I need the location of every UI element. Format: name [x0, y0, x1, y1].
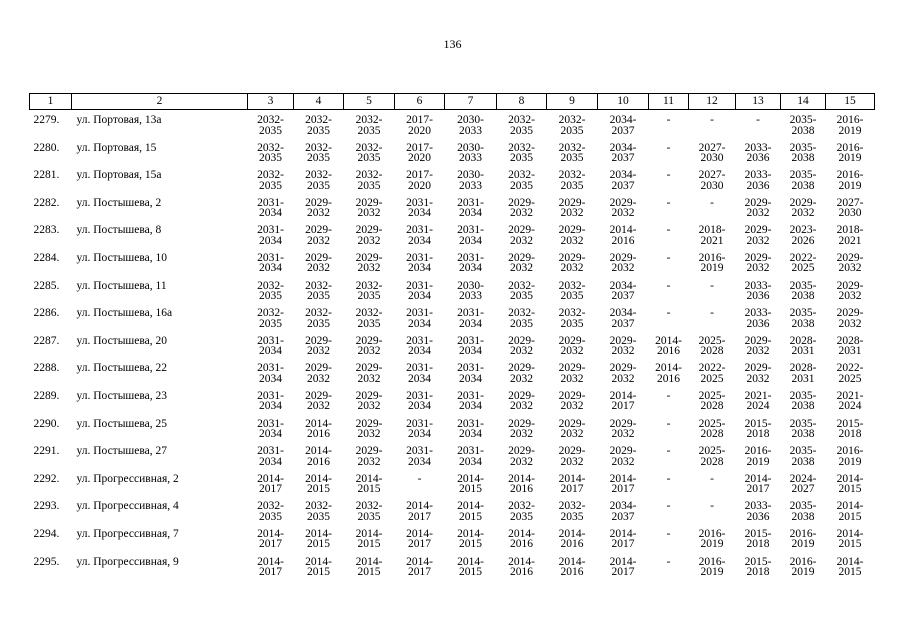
- year-range-cell: 2014- 2015: [457, 555, 484, 578]
- year-range-cell: 2032- 2035: [257, 279, 284, 303]
- year-range-cell: 2035- 2038: [789, 307, 817, 330]
- year-range-cell: 2014- 2016: [305, 417, 332, 441]
- row-number: 2288.: [33, 362, 60, 375]
- year-range-cell: -: [666, 224, 671, 237]
- column-header-1: 1: [30, 94, 72, 110]
- row-number: 2285.: [33, 279, 60, 292]
- year-range-cell: 2031- 2034: [257, 389, 284, 413]
- year-range-cell: 2023- 2026: [789, 224, 817, 247]
- table-row: [30, 281, 875, 309]
- year-range-cell: 2029- 2032: [744, 334, 772, 358]
- year-range-cell: 2029- 2032: [508, 417, 535, 441]
- year-range-cell: 2029- 2032: [355, 362, 383, 385]
- year-range-cell: 2029- 2032: [609, 196, 637, 220]
- year-range-cell: 2032- 2035: [305, 169, 332, 192]
- year-range-cell: 2032- 2035: [355, 500, 383, 523]
- year-range-cell: 2035- 2038: [789, 169, 817, 192]
- year-range-cell: 2034- 2037: [609, 114, 637, 137]
- year-range-cell: 2016- 2019: [836, 141, 864, 165]
- year-range-cell: 2033- 2036: [744, 279, 772, 303]
- year-range-cell: 2035- 2038: [789, 114, 817, 137]
- row-address: ул. Прогрессивная, 9: [76, 555, 179, 568]
- year-range-cell: 2033- 2036: [744, 141, 772, 165]
- year-range-cell: 2032- 2035: [355, 279, 383, 303]
- year-range-cell: 2031- 2034: [457, 334, 484, 358]
- year-range-cell: 2029- 2032: [355, 445, 383, 468]
- year-range-cell: 2029- 2032: [789, 196, 817, 220]
- year-range-cell: 2029- 2032: [609, 251, 637, 275]
- year-range-cell: 2031- 2034: [457, 196, 484, 220]
- year-range-cell: 2029- 2032: [508, 362, 535, 385]
- year-range-cell: 2025- 2028: [698, 334, 726, 358]
- year-range-cell: -: [417, 472, 422, 485]
- year-range-cell: 2031- 2034: [406, 307, 433, 330]
- year-range-cell: 2031- 2034: [457, 362, 484, 385]
- year-range-cell: 2032- 2035: [305, 114, 332, 137]
- year-range-cell: 2029- 2032: [508, 445, 535, 468]
- year-range-cell: 2029- 2032: [744, 362, 772, 385]
- year-range-cell: 2031- 2034: [257, 362, 284, 385]
- year-range-cell: 2029- 2032: [508, 389, 535, 413]
- year-range-cell: 2034- 2037: [609, 279, 637, 303]
- year-range-cell: 2029- 2032: [558, 389, 586, 413]
- year-range-cell: 2021- 2024: [744, 389, 772, 413]
- year-range-cell: 2029- 2032: [609, 417, 637, 441]
- row-number: 2283.: [33, 224, 60, 237]
- year-range-cell: 2022- 2025: [836, 362, 864, 385]
- year-range-cell: 2014- 2016: [609, 224, 637, 247]
- year-range-cell: 2034- 2037: [609, 500, 637, 523]
- column-header-7: 7: [445, 94, 497, 110]
- year-range-cell: 2029- 2032: [305, 196, 332, 220]
- year-range-cell: 2034- 2037: [609, 307, 637, 330]
- year-range-cell: 2032- 2035: [558, 169, 586, 192]
- year-range-cell: 2029- 2032: [305, 362, 332, 385]
- year-range-cell: -: [666, 472, 671, 485]
- year-range-cell: -: [666, 527, 671, 540]
- year-range-cell: 2032- 2035: [558, 307, 586, 330]
- year-range-cell: 2029- 2032: [355, 251, 383, 275]
- row-number: 2292.: [33, 472, 60, 485]
- year-range-cell: 2031- 2034: [406, 445, 433, 468]
- year-range-cell: 2014- 2017: [558, 472, 586, 496]
- year-range-cell: 2031- 2034: [457, 417, 484, 441]
- row-number: 2280.: [33, 141, 60, 154]
- table-row: [30, 143, 875, 171]
- year-range-cell: 2031- 2034: [406, 224, 433, 247]
- table-row: [30, 391, 875, 419]
- year-range-cell: 2014- 2015: [355, 555, 383, 578]
- year-range-cell: -: [710, 500, 714, 513]
- year-range-cell: 2014- 2015: [457, 500, 484, 523]
- year-range-cell: -: [710, 279, 714, 292]
- row-address: ул. Постышева, 10: [76, 251, 168, 264]
- row-address: ул. Прогрессивная, 4: [76, 500, 179, 513]
- year-range-cell: 2016- 2019: [836, 445, 864, 468]
- year-range-cell: 2027- 2030: [836, 196, 864, 220]
- year-range-cell: 2032- 2035: [508, 279, 535, 303]
- year-range-cell: 2016- 2019: [698, 527, 726, 551]
- year-range-cell: 2031- 2034: [457, 224, 484, 247]
- row-address: ул. Постышева, 22: [76, 362, 168, 375]
- table-row: [30, 474, 875, 502]
- year-range-cell: 2032- 2035: [558, 114, 586, 137]
- row-number: 2281.: [33, 169, 60, 182]
- year-range-cell: 2015- 2018: [744, 555, 772, 578]
- column-header-2: 2: [72, 94, 248, 110]
- year-range-cell: 2025- 2028: [698, 389, 726, 413]
- year-range-cell: 2014- 2015: [305, 527, 332, 551]
- year-range-cell: 2014- 2015: [355, 472, 383, 496]
- year-range-cell: 2014- 2015: [836, 555, 864, 578]
- year-range-cell: 2035- 2038: [789, 141, 817, 165]
- year-range-cell: -: [666, 445, 671, 458]
- row-number: 2282.: [33, 196, 60, 209]
- table-header-row: [30, 94, 875, 110]
- year-range-cell: 2029- 2032: [609, 445, 637, 468]
- year-range-cell: 2031- 2034: [406, 362, 433, 385]
- year-range-cell: -: [666, 307, 671, 320]
- year-range-cell: 2016- 2019: [789, 527, 817, 551]
- column-header-12: 12: [689, 94, 736, 110]
- year-range-cell: 2014- 2016: [655, 334, 682, 358]
- row-address: ул. Постышева, 23: [76, 389, 168, 402]
- year-range-cell: 2016- 2019: [836, 114, 864, 137]
- year-range-cell: 2028- 2031: [789, 362, 817, 385]
- table-row: [30, 110, 875, 143]
- column-header-11: 11: [649, 94, 689, 110]
- table-row: [30, 198, 875, 226]
- year-range-cell: 2014- 2015: [305, 472, 332, 496]
- year-range-cell: 2029- 2032: [744, 251, 772, 275]
- year-range-cell: 2034- 2037: [609, 169, 637, 192]
- year-range-cell: 2016- 2019: [698, 555, 726, 578]
- year-range-cell: 2014- 2016: [508, 472, 535, 496]
- year-range-cell: 2014- 2017: [406, 500, 433, 523]
- year-range-cell: 2032- 2035: [508, 114, 535, 137]
- year-range-cell: 2014- 2015: [836, 527, 864, 551]
- year-range-cell: 2030- 2033: [457, 169, 484, 192]
- year-range-cell: 2033- 2036: [744, 500, 772, 523]
- column-header-5: 5: [344, 94, 395, 110]
- year-range-cell: 2035- 2038: [789, 445, 817, 468]
- row-address: ул. Постышева, 27: [76, 445, 168, 458]
- year-range-cell: 2022- 2025: [789, 251, 817, 275]
- year-range-cell: 2032- 2035: [305, 307, 332, 330]
- year-range-cell: 2032- 2035: [508, 141, 535, 165]
- year-range-cell: 2032- 2035: [508, 500, 535, 523]
- column-header-3: 3: [248, 94, 294, 110]
- table-row: [30, 336, 875, 364]
- year-range-cell: 2030- 2033: [457, 279, 484, 303]
- year-range-cell: 2032- 2035: [257, 500, 284, 523]
- year-range-cell: 2035- 2038: [789, 500, 817, 523]
- year-range-cell: 2016- 2019: [836, 169, 864, 192]
- year-range-cell: 2029- 2032: [355, 334, 383, 358]
- table-body: [30, 110, 875, 585]
- year-range-cell: -: [710, 196, 714, 209]
- year-range-cell: 2031- 2034: [406, 196, 433, 220]
- year-range-cell: 2025- 2028: [698, 417, 726, 441]
- year-range-cell: 2032- 2035: [355, 307, 383, 330]
- year-range-cell: 2031- 2034: [257, 334, 284, 358]
- row-number: 2291.: [33, 445, 60, 458]
- year-range-cell: 2032- 2035: [508, 307, 535, 330]
- column-header-9: 9: [547, 94, 598, 110]
- year-range-cell: 2016- 2019: [744, 445, 772, 468]
- year-range-cell: 2014- 2016: [558, 555, 586, 578]
- column-header-4: 4: [294, 94, 344, 110]
- year-range-cell: -: [666, 114, 671, 126]
- year-range-cell: 2032- 2035: [305, 141, 332, 165]
- year-range-cell: 2029- 2032: [355, 224, 383, 247]
- year-range-cell: 2014- 2016: [508, 527, 535, 551]
- year-range-cell: 2029- 2032: [508, 196, 535, 220]
- year-range-cell: 2016- 2019: [698, 251, 726, 275]
- column-header-8: 8: [497, 94, 547, 110]
- year-range-cell: 2022- 2025: [698, 362, 726, 385]
- year-range-cell: 2029- 2032: [558, 251, 586, 275]
- year-range-cell: -: [666, 196, 671, 209]
- year-range-cell: 2031- 2034: [257, 445, 284, 468]
- year-range-cell: 2014- 2015: [355, 527, 383, 551]
- year-range-cell: 2014- 2015: [457, 527, 484, 551]
- year-range-cell: 2031- 2034: [406, 389, 433, 413]
- year-range-cell: 2029- 2032: [508, 334, 535, 358]
- table-row: [30, 446, 875, 474]
- year-range-cell: 2029- 2032: [508, 251, 535, 275]
- row-number: 2284.: [33, 251, 60, 264]
- year-range-cell: -: [710, 114, 714, 126]
- year-range-cell: 2029- 2032: [305, 224, 332, 247]
- year-range-cell: 2018- 2021: [836, 224, 864, 247]
- column-header-10: 10: [598, 94, 649, 110]
- year-range-cell: 2029- 2032: [836, 307, 864, 330]
- year-range-cell: 2031- 2034: [406, 334, 433, 358]
- year-range-cell: 2027- 2030: [698, 141, 726, 165]
- year-range-cell: 2031- 2034: [406, 417, 433, 441]
- year-range-cell: 2017- 2020: [406, 114, 433, 137]
- year-range-cell: 2032- 2035: [558, 500, 586, 523]
- year-range-cell: 2029- 2032: [558, 196, 586, 220]
- table-row: [30, 557, 875, 585]
- table-row: [30, 419, 875, 447]
- year-range-cell: 2031- 2034: [457, 389, 484, 413]
- year-range-cell: 2029- 2032: [836, 251, 864, 275]
- year-range-cell: 2035- 2038: [789, 389, 817, 413]
- row-address: ул. Постышева, 11: [76, 279, 167, 292]
- year-range-cell: 2014- 2017: [609, 527, 637, 551]
- year-range-cell: 2015- 2018: [744, 527, 772, 551]
- row-address: ул. Постышева, 25: [76, 417, 168, 430]
- year-range-cell: 2014- 2015: [305, 555, 332, 578]
- year-range-cell: 2029- 2032: [355, 417, 383, 441]
- year-range-cell: -: [666, 555, 671, 568]
- year-range-cell: 2017- 2020: [406, 169, 433, 192]
- year-range-cell: 2014- 2017: [609, 389, 637, 413]
- year-range-cell: 2014- 2015: [836, 500, 864, 523]
- year-range-cell: 2031- 2034: [257, 196, 284, 220]
- column-header-15: 15: [826, 94, 875, 110]
- year-range-cell: 2015- 2018: [744, 417, 772, 441]
- row-address: ул. Постышева, 2: [76, 196, 162, 209]
- row-number: 2290.: [33, 417, 60, 430]
- year-range-cell: 2025- 2028: [698, 445, 726, 468]
- year-range-cell: 2029- 2032: [836, 279, 864, 303]
- year-range-cell: -: [666, 169, 671, 182]
- year-range-cell: 2029- 2032: [305, 251, 332, 275]
- row-address: ул. Постышева, 16а: [76, 307, 173, 320]
- year-range-cell: 2014- 2017: [257, 555, 284, 578]
- row-address: ул. Портовая, 13а: [76, 114, 162, 126]
- year-range-cell: -: [710, 472, 714, 485]
- year-range-cell: 2029- 2032: [558, 417, 586, 441]
- year-range-cell: -: [666, 389, 671, 402]
- page-number: 136: [443, 37, 462, 51]
- year-range-cell: 2032- 2035: [355, 114, 383, 137]
- year-range-cell: 2014- 2017: [609, 555, 637, 578]
- year-range-cell: 2015- 2018: [836, 417, 864, 441]
- row-address: ул. Постышева, 8: [76, 224, 162, 237]
- year-range-cell: 2032- 2035: [257, 169, 284, 192]
- year-range-cell: 2032- 2035: [508, 169, 535, 192]
- year-range-cell: 2032- 2035: [355, 169, 383, 192]
- row-number: 2289.: [33, 389, 60, 402]
- year-range-cell: 2018- 2021: [698, 224, 726, 247]
- year-range-cell: 2027- 2030: [698, 169, 726, 192]
- year-range-cell: 2031- 2034: [457, 251, 484, 275]
- row-address: ул. Прогрессивная, 2: [76, 472, 179, 485]
- year-range-cell: 2017- 2020: [406, 141, 433, 165]
- row-address: ул. Постышева, 20: [76, 334, 168, 347]
- row-number: 2294.: [33, 527, 60, 540]
- year-range-cell: 2029- 2032: [609, 362, 637, 385]
- year-range-cell: 2032- 2035: [257, 114, 284, 137]
- row-number: 2286.: [33, 307, 60, 320]
- column-header-13: 13: [736, 94, 781, 110]
- year-range-cell: -: [710, 307, 714, 320]
- year-range-cell: 2029- 2032: [508, 224, 535, 247]
- year-range-cell: 2029- 2032: [744, 196, 772, 220]
- row-number: 2295.: [33, 555, 60, 568]
- table-row: [30, 170, 875, 198]
- year-range-cell: 2031- 2034: [406, 279, 433, 303]
- year-range-cell: 2032- 2035: [355, 141, 383, 165]
- year-range-cell: 2028- 2031: [836, 334, 864, 358]
- year-range-cell: 2032- 2035: [558, 279, 586, 303]
- year-range-cell: 2035- 2038: [789, 417, 817, 441]
- year-range-cell: 2031- 2034: [457, 445, 484, 468]
- table-row: [30, 501, 875, 529]
- year-range-cell: 2014- 2016: [655, 362, 682, 385]
- table-row: [30, 363, 875, 391]
- row-address: ул. Портовая, 15: [76, 141, 157, 154]
- year-range-cell: 2030- 2033: [457, 141, 484, 165]
- year-range-cell: 2014- 2017: [406, 527, 433, 551]
- schedule-table: [29, 93, 875, 584]
- table-row: [30, 308, 875, 336]
- year-range-cell: 2030- 2033: [457, 114, 484, 137]
- year-range-cell: 2014- 2017: [257, 527, 284, 551]
- year-range-cell: 2032- 2035: [305, 279, 332, 303]
- year-range-cell: 2031- 2034: [257, 417, 284, 441]
- year-range-cell: 2029- 2032: [744, 224, 772, 247]
- table-row: [30, 529, 875, 557]
- row-number: 2279.: [33, 114, 60, 126]
- year-range-cell: 2014- 2016: [305, 445, 332, 468]
- year-range-cell: 2029- 2032: [558, 445, 586, 468]
- year-range-cell: 2024- 2027: [789, 472, 817, 496]
- year-range-cell: 2031- 2034: [406, 251, 433, 275]
- year-range-cell: 2031- 2034: [257, 251, 284, 275]
- table-row: [30, 225, 875, 253]
- year-range-cell: 2014- 2016: [508, 555, 535, 578]
- year-range-cell: 2029- 2032: [558, 362, 586, 385]
- row-number: 2287.: [33, 334, 60, 347]
- year-range-cell: 2029- 2032: [305, 389, 332, 413]
- year-range-cell: 2029- 2032: [558, 334, 586, 358]
- year-range-cell: 2014- 2017: [257, 472, 284, 496]
- year-range-cell: -: [666, 279, 671, 292]
- year-range-cell: 2029- 2032: [609, 334, 637, 358]
- year-range-cell: 2016- 2019: [789, 555, 817, 578]
- year-range-cell: 2021- 2024: [836, 389, 864, 413]
- year-range-cell: 2014- 2015: [836, 472, 864, 496]
- year-range-cell: 2029- 2032: [305, 334, 332, 358]
- year-range-cell: 2032- 2035: [305, 500, 332, 523]
- table-row: [30, 253, 875, 281]
- column-header-14: 14: [781, 94, 826, 110]
- year-range-cell: -: [666, 500, 671, 513]
- year-range-cell: 2029- 2032: [558, 224, 586, 247]
- year-range-cell: 2014- 2016: [558, 527, 586, 551]
- year-range-cell: 2014- 2017: [609, 472, 637, 496]
- year-range-cell: 2014- 2015: [457, 472, 484, 496]
- year-range-cell: 2031- 2034: [457, 307, 484, 330]
- year-range-cell: -: [666, 141, 671, 154]
- year-range-cell: 2034- 2037: [609, 141, 637, 165]
- year-range-cell: 2029- 2032: [355, 389, 383, 413]
- year-range-cell: 2035- 2038: [789, 279, 817, 303]
- year-range-cell: 2014- 2017: [406, 555, 433, 578]
- row-address: ул. Прогрессивная, 7: [76, 527, 179, 540]
- year-range-cell: 2029- 2032: [355, 196, 383, 220]
- year-range-cell: 2033- 2036: [744, 169, 772, 192]
- year-range-cell: 2033- 2036: [744, 307, 772, 330]
- year-range-cell: 2032- 2035: [257, 141, 284, 165]
- year-range-cell: 2014- 2017: [744, 472, 772, 496]
- year-range-cell: -: [756, 114, 760, 126]
- year-range-cell: 2032- 2035: [257, 307, 284, 330]
- year-range-cell: 2032- 2035: [558, 141, 586, 165]
- year-range-cell: -: [666, 251, 671, 264]
- row-number: 2293.: [33, 500, 60, 513]
- year-range-cell: 2031- 2034: [257, 224, 284, 247]
- row-address: ул. Портовая, 15а: [76, 169, 162, 182]
- column-header-6: 6: [395, 94, 445, 110]
- year-range-cell: -: [666, 417, 671, 430]
- year-range-cell: 2028- 2031: [789, 334, 817, 358]
